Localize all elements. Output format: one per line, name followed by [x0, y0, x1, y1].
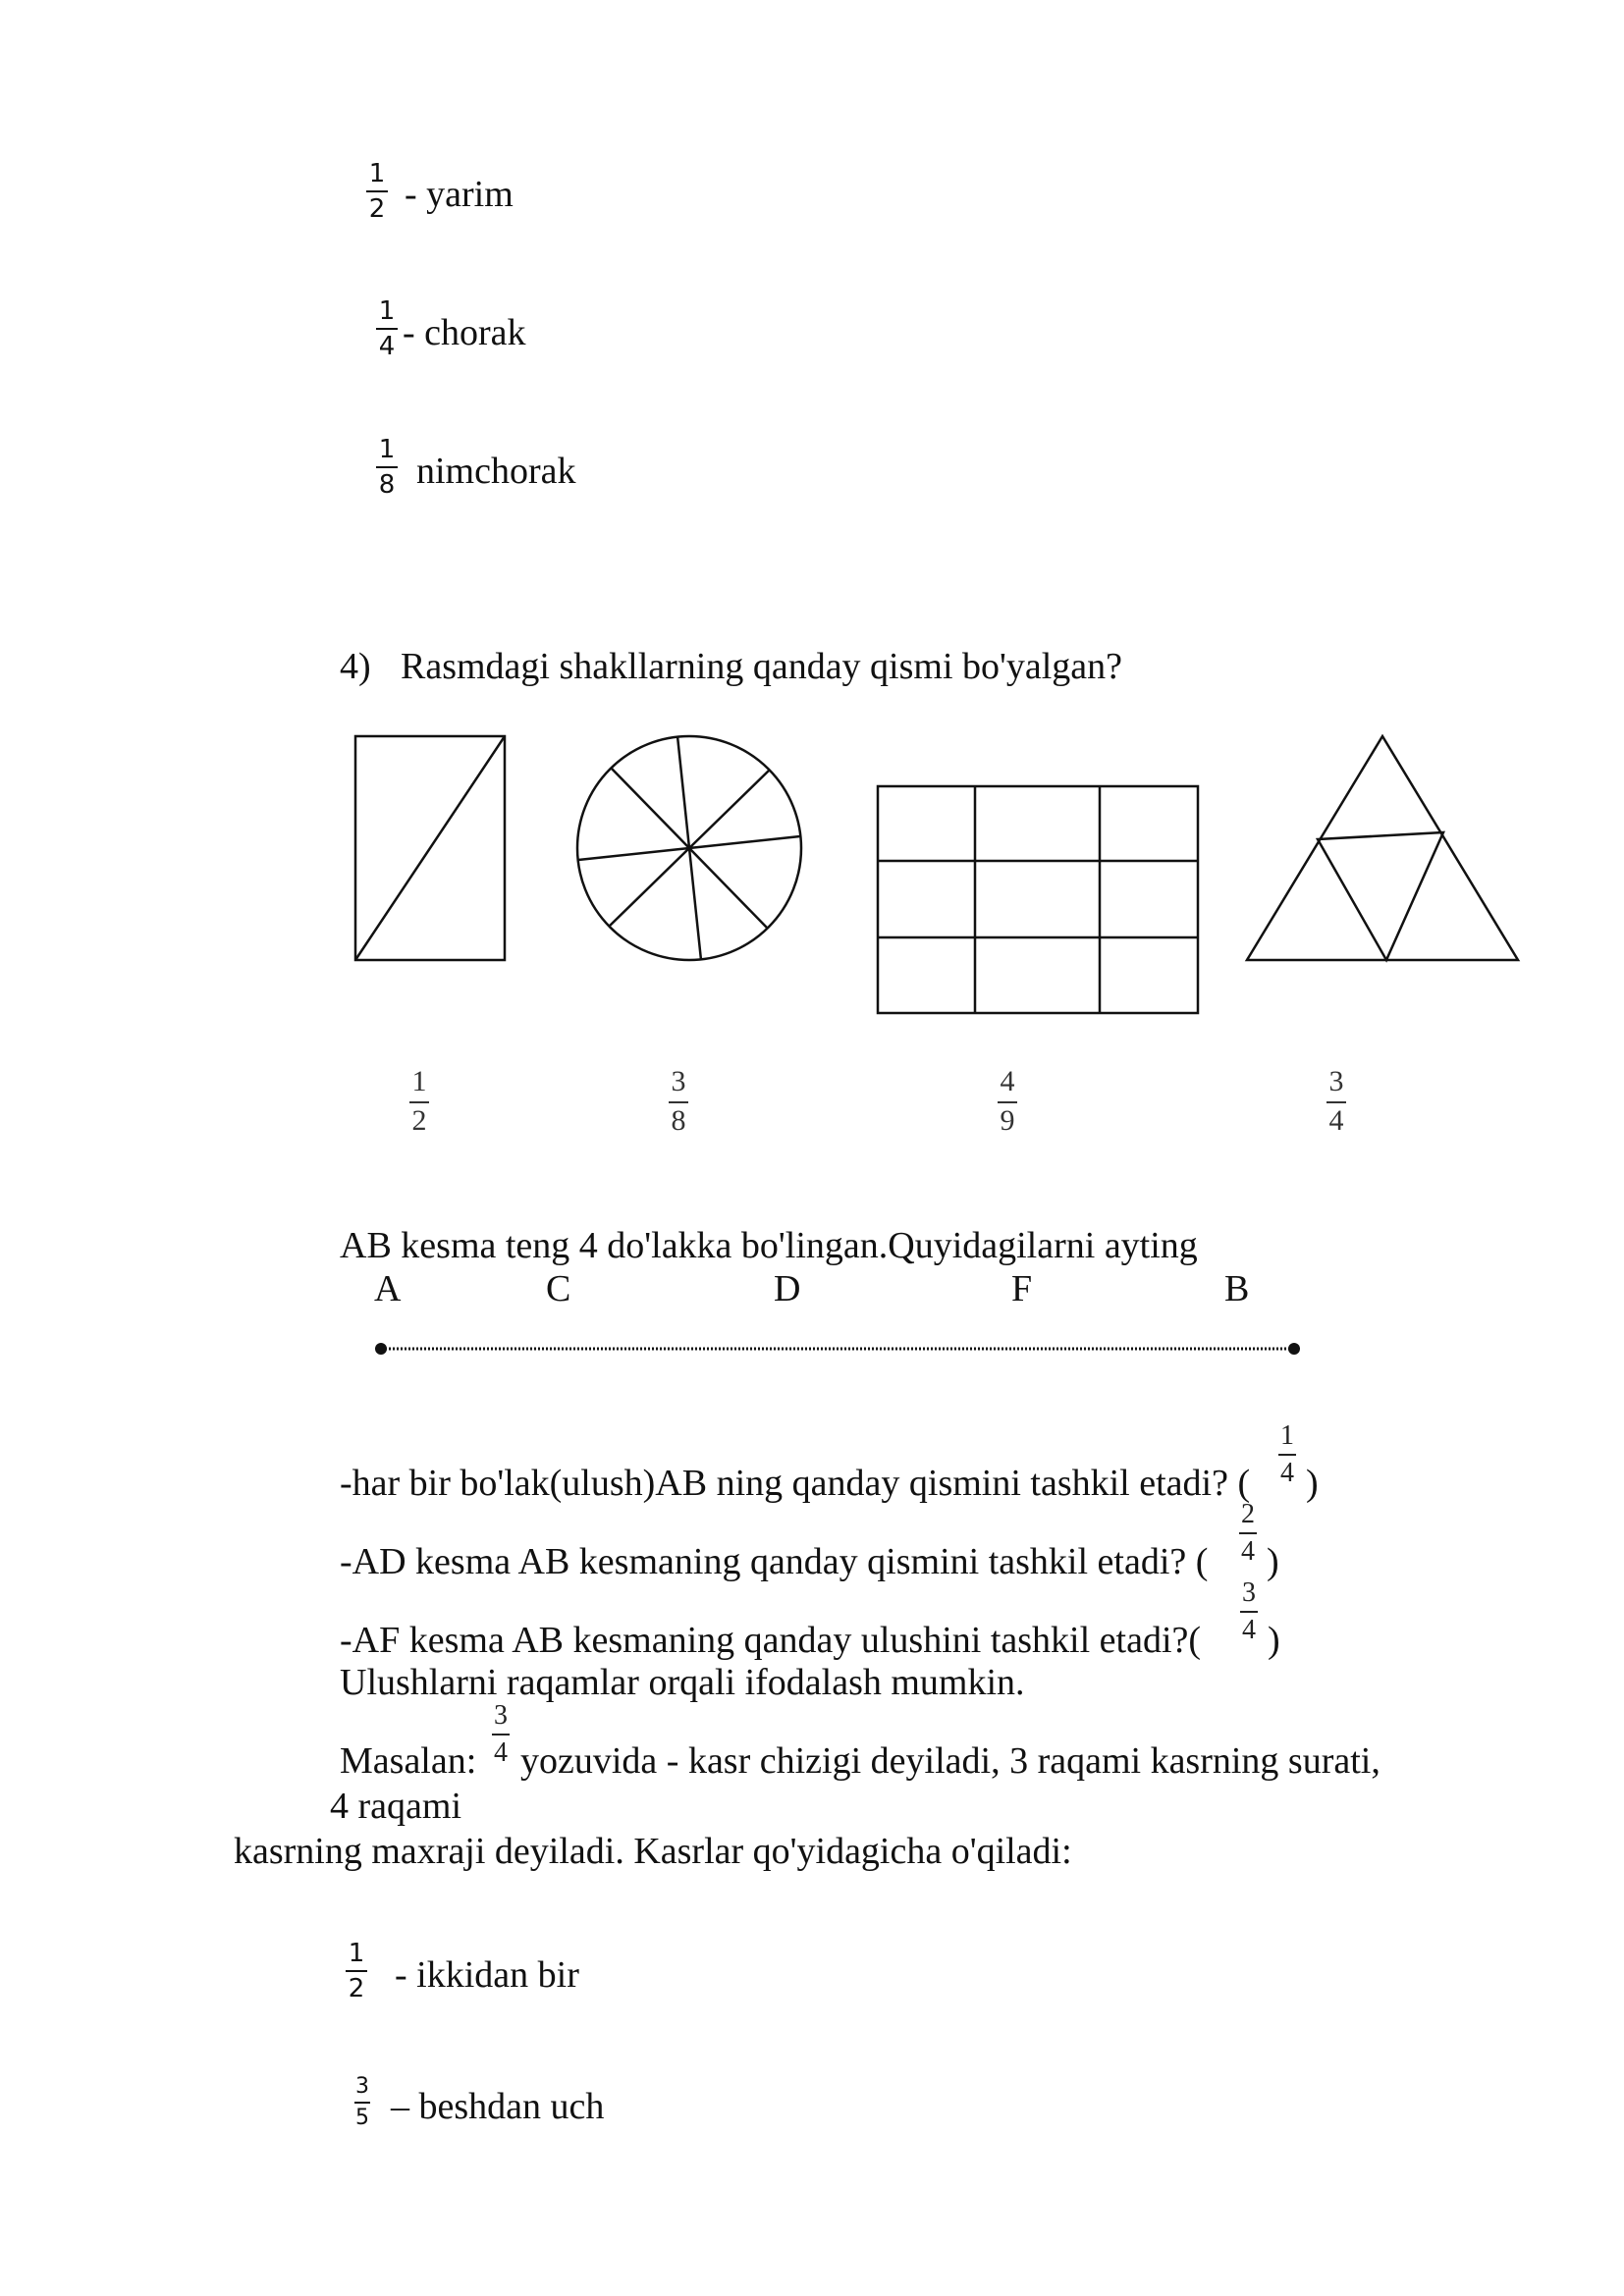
segment-point-c: C: [546, 1268, 571, 1309]
reading-label-ikkidan-bir: - ikkidan bir: [395, 1954, 579, 1996]
explanation-masalan-prefix: Masalan:: [340, 1740, 477, 1782]
fraction-denominator: 4: [1280, 1458, 1294, 1488]
fraction-numerator: 1: [378, 435, 396, 464]
fraction-numerator: 2: [1241, 1499, 1255, 1529]
fraction-label-nimchorak: nimchorak: [416, 451, 576, 492]
question-3-fraction: [1240, 1578, 1258, 1645]
segment-point-b: B: [1224, 1268, 1250, 1309]
task-number: 4): [340, 646, 371, 687]
segment-point-f: F: [1011, 1268, 1033, 1309]
fraction-denominator: 8: [378, 470, 396, 500]
explanation-line-1: Ulushlarni raqamlar orqali ifodalash mumkin.: [340, 1662, 1025, 1703]
fraction-denominator: 2: [368, 194, 386, 224]
fraction-numerator: 1: [348, 1939, 365, 1968]
question-2: -AD kesma AB kesmaning qanday qismini tashkil etadi? (: [340, 1541, 1209, 1582]
question-1-fraction: [1278, 1421, 1296, 1488]
fraction-bar: [1239, 1532, 1257, 1534]
fraction-numerator: 1: [368, 159, 386, 188]
fraction-numerator: 3: [1242, 1577, 1256, 1608]
fraction-numerator: 3: [671, 1065, 686, 1097]
fraction-denominator: 4: [1328, 1104, 1344, 1137]
question-2-fraction: [1239, 1500, 1257, 1567]
fraction-denominator: 5: [355, 2106, 369, 2130]
fraction-denominator: 9: [1000, 1104, 1015, 1137]
fraction-numerator: 1: [1280, 1420, 1294, 1451]
fraction-bar: [1278, 1454, 1296, 1456]
explanation-line-4: kasrning maxraji deyiladi. Kasrlar qo'yidagicha o'qiladi:: [234, 1831, 1072, 1872]
fraction-bar: [492, 1734, 510, 1735]
fraction-bar: [1240, 1611, 1258, 1613]
fraction-denominator: 4: [378, 332, 396, 361]
question-1: -har bir bo'lak(ulush)AB ning qanday qismini tashkil etadi? (: [340, 1463, 1251, 1504]
fraction-denominator: 8: [671, 1104, 686, 1137]
fraction-numerator: 3: [1328, 1065, 1344, 1097]
explanation-masalan-fraction: [492, 1701, 510, 1768]
fraction-numerator: 3: [355, 2074, 369, 2099]
fraction-numerator: 1: [378, 296, 396, 326]
fraction-numerator: 1: [411, 1065, 427, 1097]
question-2-close: ): [1267, 1541, 1279, 1582]
reading-label-beshdan-uch: – beshdan uch: [391, 2086, 605, 2127]
question-3: -AF kesma AB kesmaning qanday ulushini tashkil etadi?(: [340, 1620, 1202, 1661]
explanation-masalan-rest: yozuvida - kasr chizigi deyiladi, 3 raqami kasrning surati,: [520, 1740, 1380, 1782]
task-question: Rasmdagi shakllarning qanday qismi bo'yalgan?: [401, 646, 1123, 687]
fraction-denominator: 4: [494, 1737, 508, 1768]
fraction-denominator: 2: [411, 1104, 427, 1137]
fraction-bar: [346, 1970, 367, 1972]
fraction-numerator: 3: [494, 1700, 508, 1731]
fraction-bar: [354, 2102, 370, 2104]
fraction-label-chorak: - chorak: [403, 312, 526, 353]
reading-fraction-three-fifths: [354, 2074, 370, 2131]
reading-fraction-half: [346, 1939, 367, 2003]
segment-endpoint-a: [375, 1343, 387, 1355]
fraction-denominator: 4: [1241, 1536, 1255, 1567]
question-1-close: ): [1306, 1463, 1319, 1504]
segment-point-d: D: [774, 1268, 801, 1309]
fraction-label-yarim: - yarim: [405, 174, 514, 215]
fraction-denominator: 4: [1242, 1615, 1256, 1645]
question-3-close: ): [1268, 1620, 1280, 1661]
segment-intro: AB kesma teng 4 do'lakka bo'lingan.Quyidagilarni ayting: [340, 1225, 1198, 1266]
fraction-numerator: 4: [1000, 1065, 1015, 1097]
segment-point-a: A: [374, 1268, 402, 1309]
segment-endpoint-b: [1288, 1343, 1300, 1355]
fraction-denominator: 2: [348, 1974, 365, 2003]
explanation-line-3: 4 raqami: [330, 1786, 462, 1827]
